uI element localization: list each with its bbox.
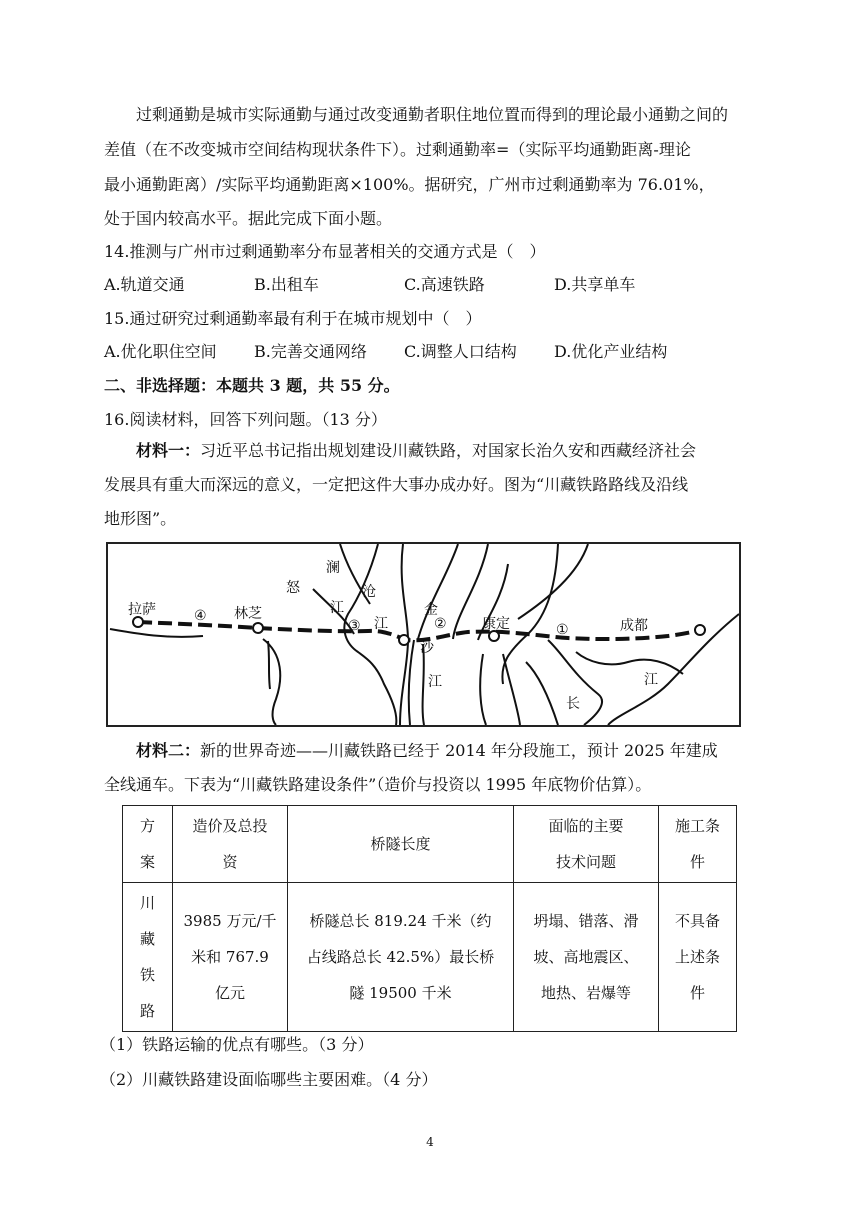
kangding-station-dot <box>489 631 499 641</box>
q15-option-c[interactable]: C.调整人口结构 <box>404 342 517 361</box>
material-1-line-3: 地形图”。 <box>104 509 177 528</box>
q14-stem: 14.推测与广州市过剩通勤率分布显著相关的交通方式是（ ） <box>104 242 546 261</box>
segment-marker-4: ④ <box>194 608 207 624</box>
yangtze-bend-line <box>576 652 683 674</box>
segment-marker-3: ③ <box>348 618 361 634</box>
q15-option-a[interactable]: A.优化职住空间 <box>104 342 217 361</box>
q16-stem: 16.阅读材料，回答下列问题。（13 分） <box>104 410 387 429</box>
jinsha-lower-line <box>423 644 424 725</box>
section-2-heading: 二、非选择题：本题共 3 题，共 55 分。 <box>104 376 400 395</box>
header-technical-problems: 面临的主要 技术问题 <box>514 806 659 883</box>
cell-scheme: 川 藏 铁 路 <box>123 883 173 1032</box>
river-label-changjiang: 江 <box>644 672 658 688</box>
central-valley-line <box>526 662 558 725</box>
q14-option-a[interactable]: A.轨道交通 <box>104 275 185 294</box>
map-svg <box>108 544 739 725</box>
intro-line-4: 处于国内较高水平。据此完成下面小题。 <box>104 209 393 228</box>
river-label-nu-jiang: 江 <box>330 600 344 616</box>
material-2-text-1: 新的世界奇迹——川藏铁路已经于 2014 年分段施工，预计 2025 年建成 <box>200 741 718 760</box>
western-ridge-line <box>110 629 203 637</box>
q15-options <box>104 342 744 362</box>
q14-option-c[interactable]: C.高速铁路 <box>404 275 485 294</box>
chengdu-station-dot <box>695 625 705 635</box>
header-construction-conditions: 施工条 件 <box>659 806 737 883</box>
southern-ridge-line <box>548 640 602 725</box>
river-label-jin: 金 <box>424 602 438 618</box>
q14-options <box>104 275 744 295</box>
jinsha-valley-line <box>480 654 486 725</box>
material-1-text-1: 习近平总书记指出规划建设川藏铁路，对国家长治久安和西藏经济社会 <box>200 441 697 460</box>
cell-technical-problems: 坍塌、错落、滑 坡、高地震区、 地热、岩爆等 <box>514 883 659 1032</box>
cell-bridge-tunnel: 桥隧总长 819.24 千米（约 占线路总长 42.5%）最长桥 隧 19500 千米 <box>288 883 514 1032</box>
sichuan-tibet-railway-map <box>106 542 741 727</box>
cell-construction-conditions: 不具备 上述条 件 <box>659 883 737 1032</box>
linzhi-station-dot <box>253 623 263 633</box>
header-bridge-tunnel: 桥隧长度 <box>288 806 514 883</box>
yalong-line <box>503 654 520 725</box>
river-label-chang: 长 <box>566 696 580 712</box>
city-linzhi-label: 林芝 <box>234 606 262 622</box>
q14-option-b[interactable]: B.出租车 <box>254 275 319 294</box>
city-chengdu-label: 成都 <box>620 618 648 634</box>
construction-conditions-table <box>122 805 737 1032</box>
river-label-jinsha-jiang: 江 <box>428 674 442 690</box>
lhasa-station-dot <box>133 617 143 627</box>
table-row <box>123 883 737 1032</box>
city-kangding-label: 康定 <box>482 616 510 632</box>
dadu-river-line <box>502 544 558 684</box>
western-valley-line <box>263 639 280 725</box>
river-label-sha: 沙 <box>420 640 434 656</box>
lancang-lower-line <box>409 640 414 725</box>
header-scheme: 方 案 <box>123 806 173 883</box>
page-number: 4 <box>426 1135 434 1149</box>
material-1-line-2: 发展具有重大而深远的意义，一定把这件大事办成办好。图为“川藏铁路路线及沿线 <box>104 475 689 494</box>
river-label-lancang-jiang: 江 <box>374 616 388 632</box>
city-lhasa-label: 拉萨 <box>128 602 156 618</box>
junction-station-dot <box>399 635 409 645</box>
segment-marker-1: ① <box>556 622 569 638</box>
material-2-line-1 <box>136 741 718 761</box>
q15-stem: 15.通过研究过剩通勤率最有利于在城市规划中（ ） <box>104 309 482 328</box>
material-2-label: 材料二： <box>136 741 201 760</box>
q16-sub-1: （1）铁路运输的优点有哪些。（3 分） <box>100 1035 374 1054</box>
river-label-lan: 澜 <box>326 560 340 576</box>
river-label-nu: 怒 <box>286 580 300 596</box>
q15-option-b[interactable]: B.完善交通网络 <box>254 342 367 361</box>
intro-line-3: 最小通勤距离）/实际平均通勤距离×100%。据研究，广州市过剩通勤率为 76.01%， <box>104 175 715 194</box>
material-1-label: 材料一： <box>136 441 201 460</box>
intro-line-2: 差值（在不改变城市空间结构现状条件下）。过剩通勤率=（实际平均通勤距离-理论 <box>104 140 691 159</box>
q15-option-d[interactable]: D.优化产业结构 <box>554 342 668 361</box>
segment-marker-2: ② <box>434 616 447 632</box>
river-label-cang: 沧 <box>362 584 376 600</box>
material-2-line-2: 全线通车。下表为“川藏铁路建设条件”（造价与投资以 1995 年底物价估算）。 <box>104 775 652 794</box>
material-1-line-1 <box>136 441 696 461</box>
table-header-row <box>123 806 737 883</box>
linzhi-valley-line <box>268 641 270 689</box>
q16-sub-2: （2）川藏铁路建设面临哪些主要困难。（4 分） <box>100 1070 438 1089</box>
q14-option-d[interactable]: D.共享单车 <box>554 275 636 294</box>
header-cost: 造价及总投 资 <box>173 806 288 883</box>
intro-line-1: 过剩通勤是城市实际通勤与通过改变通勤者职住地位置而得到的理论最小通勤之间的 <box>136 105 729 124</box>
cell-cost: 3985 万元/千 米和 767.9 亿元 <box>173 883 288 1032</box>
